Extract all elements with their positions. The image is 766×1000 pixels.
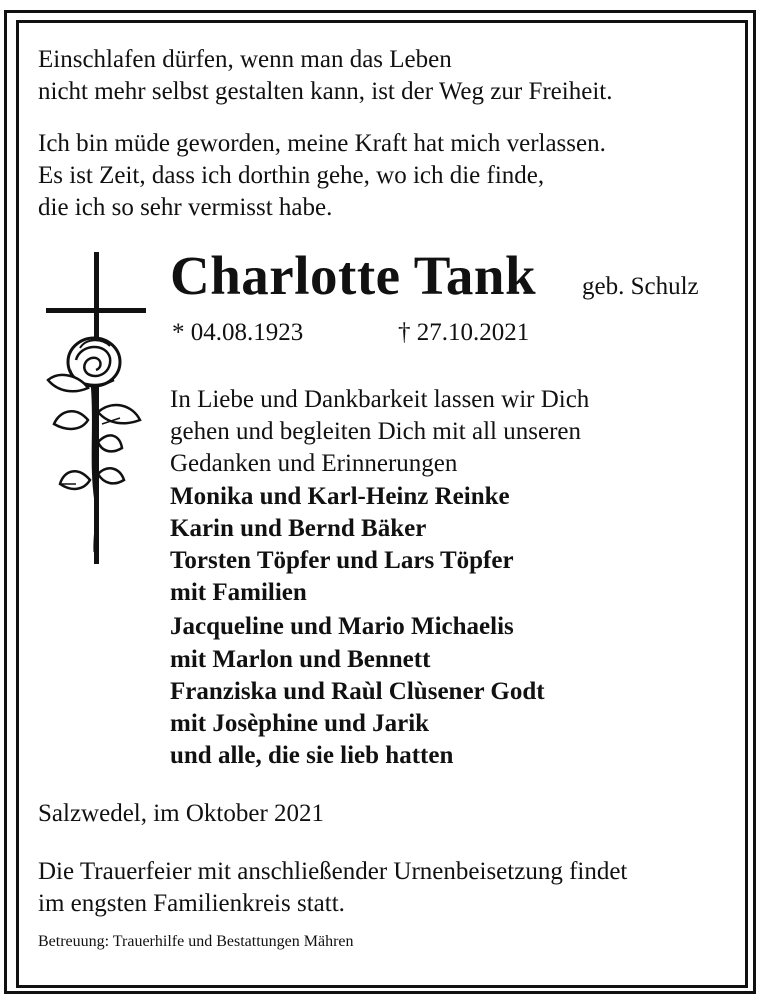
mourner-line: und alle, die sie lieb hatten [170, 742, 454, 769]
farewell-line-1: In Liebe und Dankbarkeit lassen wir Dich [170, 386, 590, 413]
death-date: † 27.10.2021 [398, 319, 530, 346]
cross-with-rose-icon [40, 252, 150, 572]
maiden-name: geb. Schulz [582, 273, 699, 300]
mourner-line: Franziska und Raùl Clùsener Godt [170, 678, 545, 705]
mourner-line: mit Josèphine und Jarik [170, 710, 430, 737]
mourner-line: mit Familien [170, 579, 307, 606]
poem-line-5: die ich so sehr vermisst habe. [38, 194, 333, 221]
poem-line-3: Ich bin müde geworden, meine Kraft hat mich verlassen. [38, 130, 606, 157]
farewell-line-3: Gedanken und Erinnerungen [170, 450, 458, 477]
mourner-line: Karin und Bernd Bäker [170, 515, 427, 542]
ceremony-line-1: Die Trauerfeier mit anschließender Urnenbeisetzung findet [38, 858, 628, 885]
ceremony-line-2: im engsten Familienkreis statt. [38, 890, 345, 917]
poem-line-4: Es ist Zeit, dass ich dorthin gehe, wo ich die finde, [38, 162, 545, 189]
mourner-line: Monika und Karl-Heinz Reinke [170, 483, 510, 510]
farewell-line-2: gehen und begleiten Dich mit all unseren [170, 418, 581, 445]
birth-date: * 04.08.1923 [172, 319, 304, 346]
mourner-line: Jacqueline und Mario Michaelis [170, 613, 514, 640]
place-date: Salzwedel, im Oktober 2021 [38, 800, 325, 827]
deceased-name: Charlotte Tank [170, 245, 537, 306]
mourner-line: Torsten Töpfer und Lars Töpfer [170, 547, 514, 574]
poem-line-1: Einschlafen dürfen, wenn man das Leben [38, 46, 452, 73]
poem-line-2: nicht mehr selbst gestalten kann, ist der Weg zur Freiheit. [38, 78, 613, 105]
mourner-line: mit Marlon und Bennett [170, 646, 431, 673]
care-provider: Betreuung: Trauerhilfe und Bestattungen Mähren [38, 933, 354, 950]
